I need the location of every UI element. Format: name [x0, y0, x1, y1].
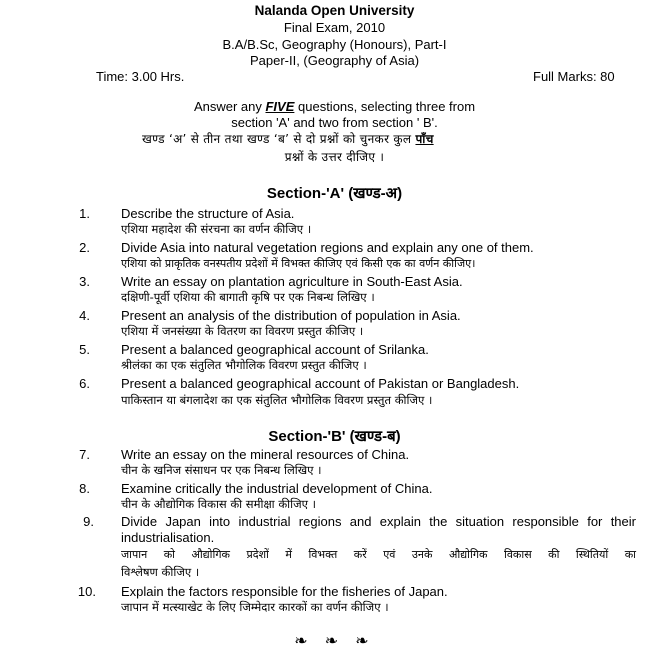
q7-number: 7.: [79, 447, 90, 462]
q8-text-hi: चीन के औद्योगिक विकास की समीक्षा कीजिए ।: [121, 497, 317, 511]
section-b-title: Section-'B' (खण्ड-ब): [268, 428, 401, 445]
q1-number: 1.: [79, 206, 90, 221]
q8-text-en: Examine critically the industrial development of China.: [121, 481, 433, 496]
q9-text-hi-line1: जापान को औद्योगिक प्रदेशों में विभक्त करें एवं उनके औद्योगिक विकास की स्थितियों का: [121, 548, 636, 561]
q1-text-en: Describe the structure of Asia.: [121, 206, 295, 221]
full-marks: Full Marks: 80: [533, 69, 615, 84]
q10-text-hi: जापान में मत्स्याखेट के लिए जिम्मेदार कारकों का वर्णन कीजिए ।: [121, 600, 389, 614]
q7-text-hi: चीन के खनिज संसाधन पर एक निबन्ध लिखिए ।: [121, 463, 322, 477]
q1-text-hi: एशिया महादेश की संरचना का वर्णन कीजिए ।: [121, 222, 312, 236]
q10-text-en: Explain the factors responsible for the fisheries of Japan.: [121, 584, 448, 599]
instruction-en-line1: [0, 99, 669, 114]
q5-text-hi: श्रीलंका का एक संतुलित भौगोलिक विवरण प्रस्तुत कीजिए ।: [121, 358, 367, 372]
q7-text-en: Write an essay on the mineral resources of China.: [121, 447, 410, 462]
q5-number: 5.: [79, 342, 90, 357]
q2-text-hi: एशिया को प्राकृतिक वनस्पतीय प्रदेशों में विभक्त कीजिए एवं किसी एक का वर्णन कीजिए।: [121, 257, 476, 270]
instruction-en-post: questions, selecting three from: [294, 99, 476, 114]
q4-number: 4.: [79, 308, 90, 323]
q9-text-hi-line2: विश्लेषण कीजिए ।: [121, 565, 200, 579]
course-title: B.A/B.Sc, Geography (Honours), Part-I: [222, 37, 447, 52]
instruction-hi-emph: पाँच: [415, 132, 434, 146]
q4-text-hi: एशिया में जनसंख्या के वितरण का विवरण प्रस्तुत कीजिए ।: [121, 324, 364, 338]
exam-title: Final Exam, 2010: [283, 20, 386, 35]
q2-number: 2.: [79, 240, 90, 255]
instruction-en-line2: section 'A' and two from section ' B'.: [231, 115, 438, 130]
instruction-hi-line2: प्रश्नों के उत्तर दीजिए ।: [284, 150, 385, 164]
instruction-hi-pre: खण्ड ‘अ’ से तीन तथा खण्ड ‘ब’ से दो प्रश्नों को चुनकर कुल: [142, 132, 416, 146]
instruction-en-pre: Answer any: [193, 99, 266, 114]
q9-text-en-line1: Divide Japan into industrial regions and explain the situation responsible for their: [121, 514, 636, 529]
q9-number: 9.: [83, 514, 94, 529]
q5-text-en: Present a balanced geographical account of Srilanka.: [121, 342, 429, 357]
q3-text-en: Write an essay on plantation agriculture in South-East Asia.: [121, 274, 463, 289]
q6-number: 6.: [79, 376, 90, 391]
paper-title: Paper-II, (Geography of Asia): [249, 53, 420, 68]
section-a-title: Section-'A' (खण्ड-अ): [266, 185, 403, 202]
q3-text-hi: दक्षिणी-पूर्वी एशिया की बागाती कृषि पर एक निबन्ध लिखिए ।: [121, 290, 375, 304]
q2-text-en: Divide Asia into natural vegetation regions and explain any one of them.: [121, 240, 534, 255]
instruction-en-emph: FIVE: [265, 99, 295, 114]
q6-text-hi: पाकिस्तान या बंगलादेश का एक संतुलित भौगोलिक विवरण प्रस्तुत कीजिए ।: [121, 393, 433, 407]
time-allowed: Time: 3.00 Hrs.: [96, 69, 185, 84]
q6-text-en: Present a balanced geographical account of Pakistan or Bangladesh.: [121, 376, 520, 391]
footer-ornament: ❧ ❧ ❧: [294, 631, 375, 650]
q8-number: 8.: [79, 481, 90, 496]
q9-text-en-line2: industrialisation.: [121, 530, 215, 545]
q3-number: 3.: [79, 274, 90, 289]
instruction-hi-line1: [142, 132, 572, 147]
university-name: Nalanda Open University: [254, 3, 415, 18]
q4-text-en: Present an analysis of the distribution of population in Asia.: [121, 308, 461, 323]
q10-number: 10.: [77, 584, 96, 599]
